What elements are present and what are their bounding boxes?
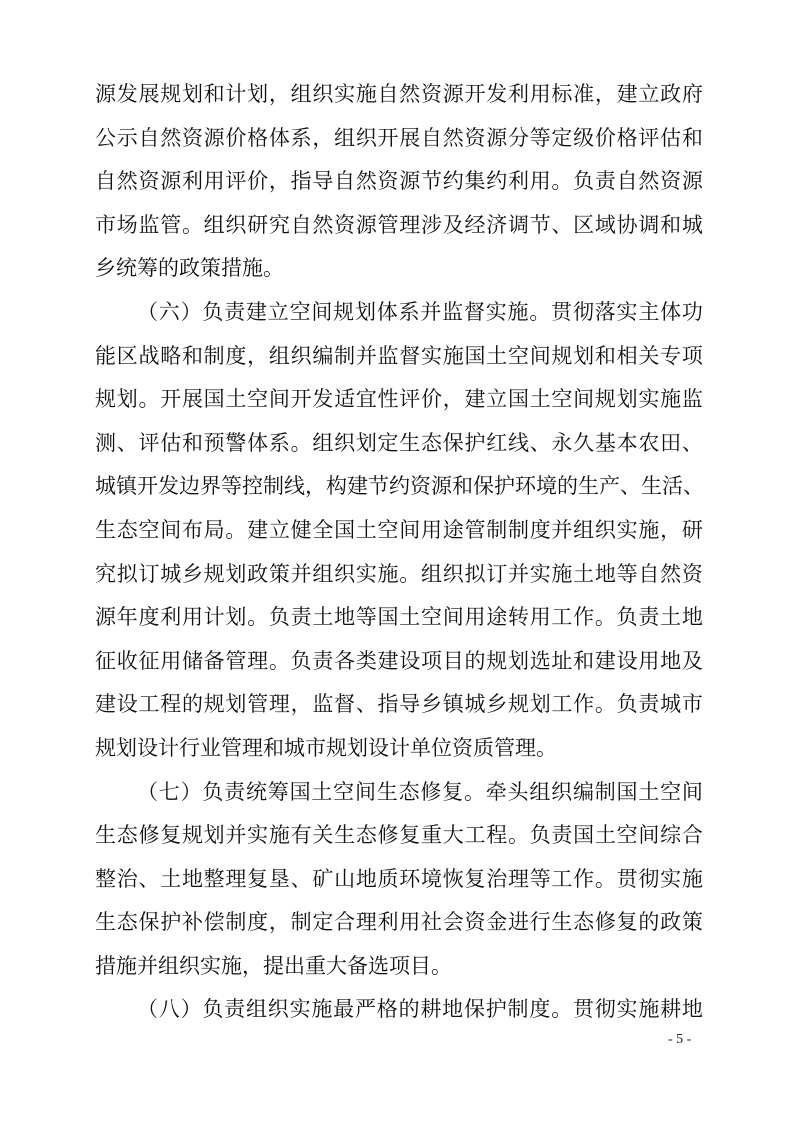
text-line: 城 镇 开 发 边 界 等 控 制 线 ， 构 建 节 约 资 源 和 保 护 环 境 的 生 产 、 生 活 、 — [95, 474, 704, 499]
page-number: - 5 - — [668, 1032, 692, 1047]
text-line: 生 态 空 间 布 局 。 建 立 健 全 国 土 空 间 用 途 管 制 制 度 并 组 织 实 施 ， 研 — [95, 517, 703, 542]
text-line: （ 六 ） 负 责 建 立 空 间 规 划 体 系 并 监 督 实 施 。 贯 彻 落 实 主 体 功 — [137, 299, 703, 324]
text-line: 措施并组织实施，提出重大备选项目。 — [95, 953, 452, 978]
paragraph — [95, 988, 703, 1032]
text-line: 公 示 自 然 资 源 价 格 体 系 ， 组 织 开 展 自 然 资 源 分 等 定 级 价 格 评 估 和 — [95, 125, 703, 150]
paragraph — [95, 771, 703, 989]
text-line: 能 区 战 略 和 制 度 ， 组 织 编 制 并 监 督 实 施 国 土 空 间 规 划 和 相 关 专 项 — [95, 343, 703, 368]
text-line: 建 设 工 程 的 规 划 管 理 ， 监 督 、 指 导 乡 镇 城 乡 规 划 工 作 。 负 责 城 市 — [95, 692, 703, 717]
text-line: 自 然 资 源 利 用 评 价 ， 指 导 自 然 资 源 节 约 集 约 利 用 。 负 责 自 然 资 源 — [95, 169, 703, 194]
text-line: 规划设计行业管理和城市规划设计单位资质管理。 — [95, 735, 557, 760]
text-line: 乡统筹的政策措施。 — [95, 256, 284, 281]
text-line: 生 态 修 复 规 划 并 实 施 有 关 生 态 修 复 重 大 工 程 。 负 责 国 土 空 间 综 合 — [95, 823, 703, 848]
text-line: 规 划 。 开 展 国 土 空 间 开 发 适 宜 性 评 价 ， 建 立 国 土 空 间 规 划 实 施 监 — [95, 387, 703, 412]
text-line: 究 拟 订 城 乡 规 划 政 策 并 组 织 实 施 。 组 织 拟 订 并 实 施 土 地 等 自 然 资 — [95, 561, 703, 586]
text-line: 整 治 、 土 地 整 理 复 垦 、 矿 山 地 质 环 境 恢 复 治 理 等 工 作 。 贯 彻 实 施 — [95, 866, 703, 891]
text-line: （ 八 ） 负 责 组 织 实 施 最 严 格 的 耕 地 保 护 制 度 。 贯 彻 实 施 耕 地 — [137, 997, 703, 1022]
text-line: 源 年 度 利 用 计 划 。 负 责 土 地 等 国 土 空 间 用 途 转 用 工 作 。 负 责 土 地 — [95, 605, 703, 630]
text-line: 源 发 展 规 划 和 计 划 ， 组 织 实 施 自 然 资 源 开 发 利 用 标 准 ， 建 立 政 府 — [95, 82, 703, 106]
paragraph — [95, 73, 703, 291]
text-line: （ 七 ） 负 责 统 筹 国 土 空 间 生 态 修 复 。 牵 头 组 织 编 制 国 土 空 间 — [137, 779, 703, 804]
text-line: 生 态 保 护 补 偿 制 度 ， 制 定 合 理 利 用 社 会 资 金 进 行 生 态 修 复 的 政 策 — [95, 910, 703, 935]
text-line: 测 、 评 估 和 预 警 体 系 。 组 织 划 定 生 态 保 护 红 线 、 永 久 基 本 农 田 、 — [95, 430, 703, 455]
document-body — [95, 73, 703, 1032]
paragraph — [95, 291, 703, 771]
text-line: 市 场 监 管 。 组 织 研 究 自 然 资 源 管 理 涉 及 经 济 调 节 、 区 域 协 调 和 城 — [95, 212, 703, 237]
text-line: 征 收 征 用 储 备 管 理 。 负 责 各 类 建 设 项 目 的 规 划 选 址 和 建 设 用 地 及 — [95, 648, 703, 673]
